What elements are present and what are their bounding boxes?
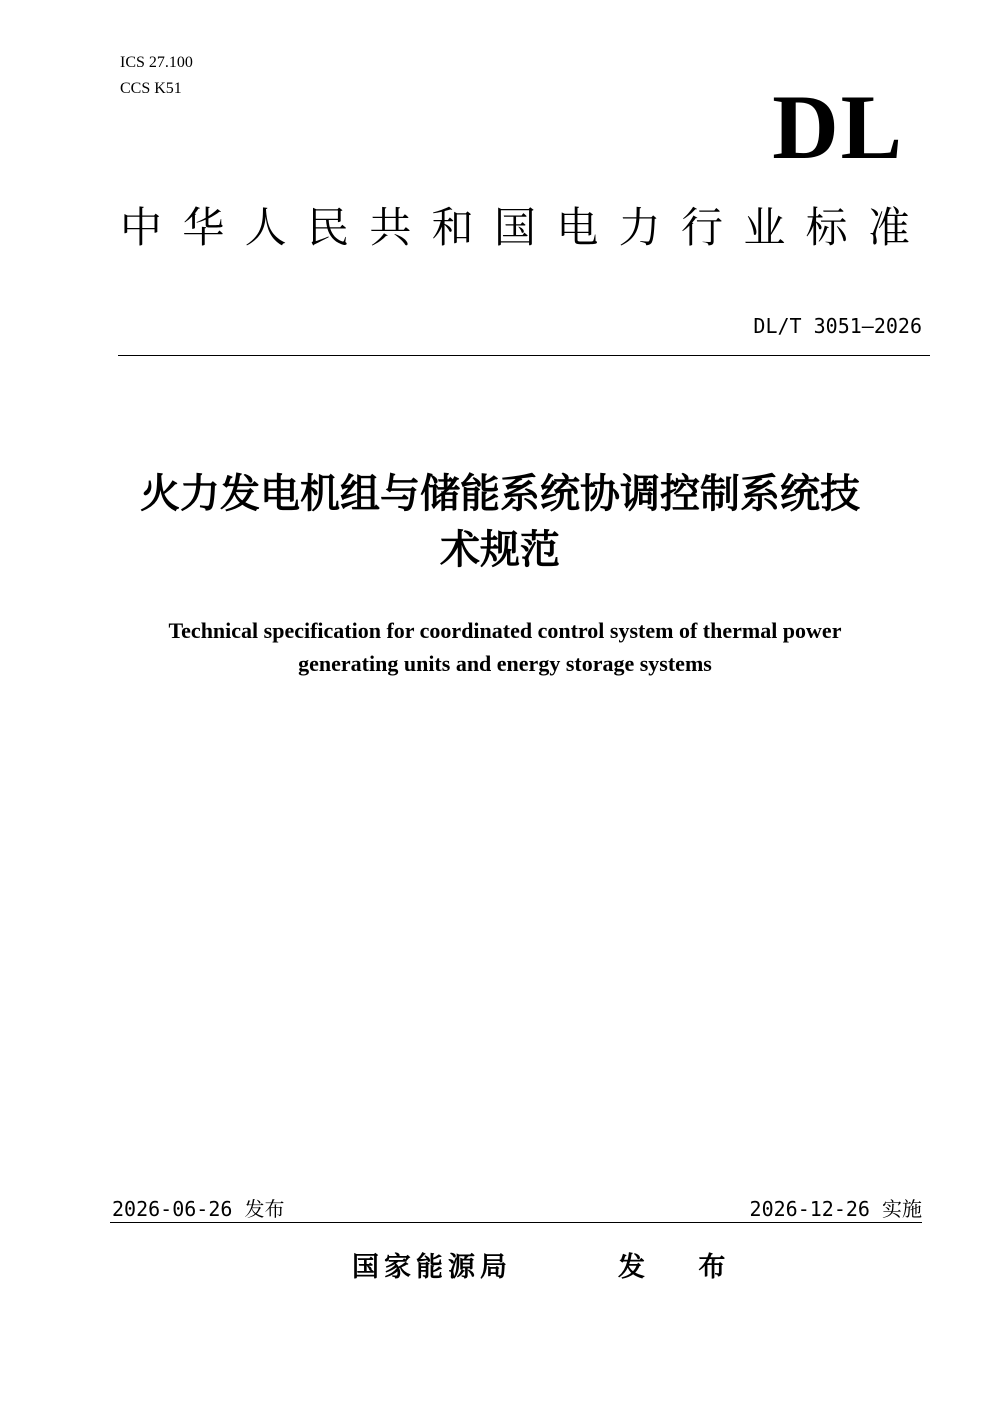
dl-logo: DL xyxy=(772,76,904,178)
classification-codes xyxy=(120,50,193,102)
implement-date: 2026-12-26 实施 xyxy=(749,1197,922,1221)
ics-code: ICS 27.100 xyxy=(120,54,193,71)
issuing-authority: 国家能源局 xyxy=(352,1252,512,1283)
document-title-zh xyxy=(90,466,910,578)
title-en-line-2: generating units and energy storage systems xyxy=(298,651,712,676)
title-zh-line-1: 火力发电机组与储能系统协调控制系统技 xyxy=(140,471,860,517)
ccs-code: CCS K51 xyxy=(120,80,182,97)
document-title-en xyxy=(80,614,930,680)
bottom-divider xyxy=(110,1222,922,1223)
issue-label: 发 布 xyxy=(618,1252,748,1283)
standard-number: DL/T 3051—2026 xyxy=(753,314,922,338)
publish-date: 2026-06-26 发布 xyxy=(112,1197,285,1221)
top-divider xyxy=(118,355,930,356)
standard-type-heading: 中华人民共和国电力行业标准 xyxy=(120,203,910,252)
title-zh-line-2: 术规范 xyxy=(440,527,560,573)
title-en-line-1: Technical specification for coordinated control system of thermal power xyxy=(168,618,842,643)
